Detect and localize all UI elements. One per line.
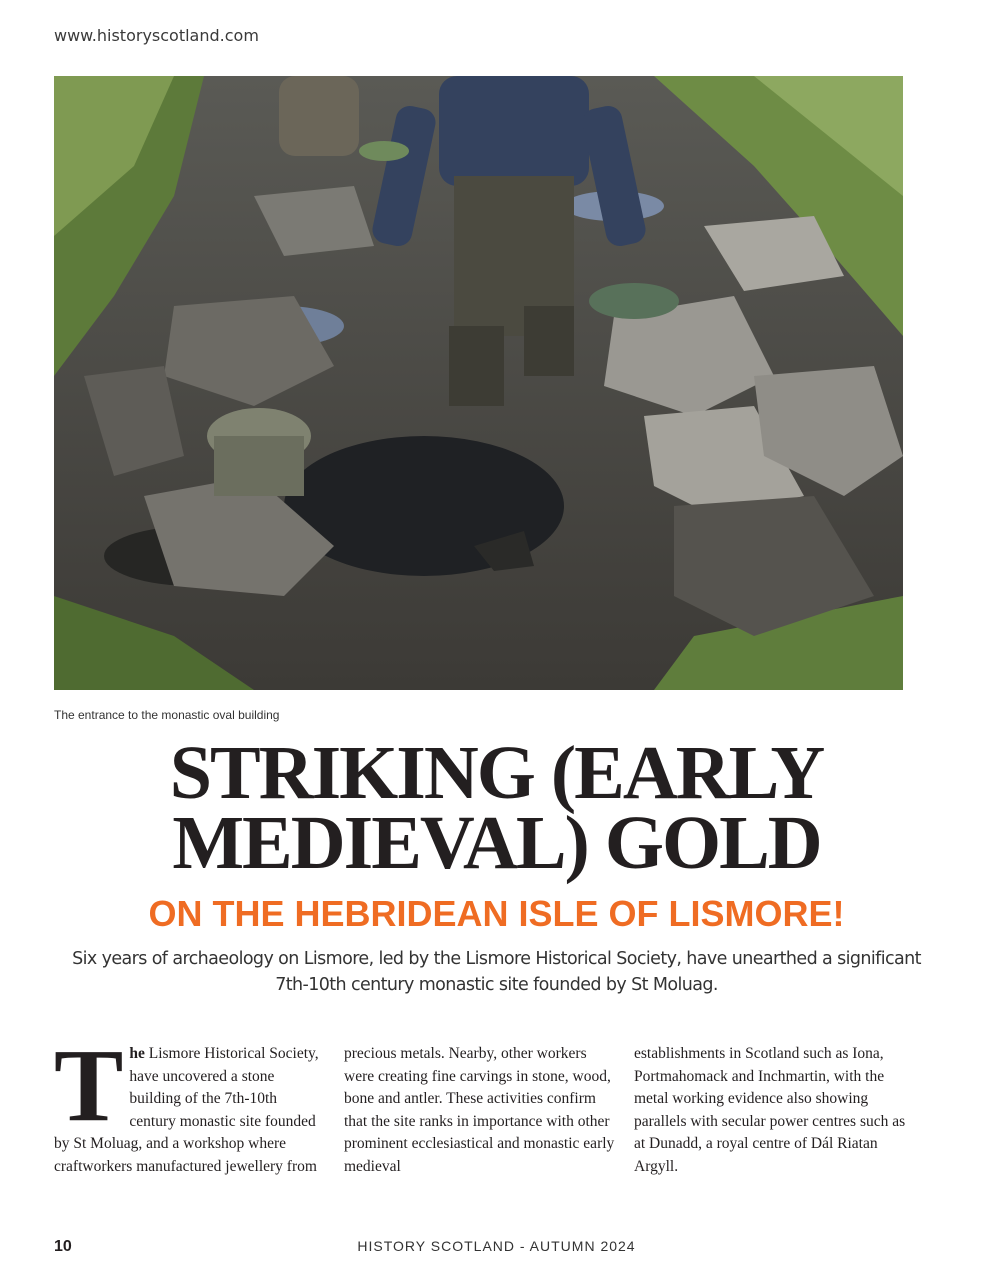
body-text-3: establishments in Scotland such as Iona, Portmahomack and Inchmartin, with the metal working evidence also showing parallels with secular power centres such as at Dunadd, a royal centre of Dál Riatan Argyll. <box>634 1045 906 1175</box>
lead-word: he <box>129 1045 145 1062</box>
running-footer <box>0 1238 993 1254</box>
issue-label: - AUTUMN 2024 <box>515 1238 636 1254</box>
magazine-name: HISTORY SCOTLAND <box>357 1238 515 1254</box>
standfirst: Six years of archaeology on Lismore, led by the Lismore Historical Society, have unearthed a significant 7th-10th century monastic site founded by St Moluag. <box>72 949 921 995</box>
subheadline: ON THE HEBRIDEAN ISLE OF LISMORE! <box>148 893 845 934</box>
photo-caption: The entrance to the monastic oval building <box>54 708 280 722</box>
body-column-2 <box>344 1043 616 1179</box>
site-url: www.historyscotland.com <box>54 26 259 45</box>
headline: STRIKING (EARLY MEDIEVAL) GOLD <box>169 731 824 885</box>
excavation-photo <box>54 76 903 690</box>
body-text-1: Lismore Historical Society, have uncovered a stone building of the 7th-10th century monastic site founded by St Moluag, and a workshop where craftworkers manufactured jewellery from <box>54 1045 319 1175</box>
body-column-1 <box>54 1028 326 1179</box>
page-number: 10 <box>54 1238 72 1255</box>
body-column-3 <box>634 1043 906 1179</box>
body-text-2: precious metals. Nearby, other workers were creating fine carvings in stone, wood, bone and antler. These activities confirm that the site ranks in importance with other prominent ecclesiastical and monastic early medieval <box>344 1045 615 1175</box>
drop-cap: T <box>54 1028 124 1143</box>
